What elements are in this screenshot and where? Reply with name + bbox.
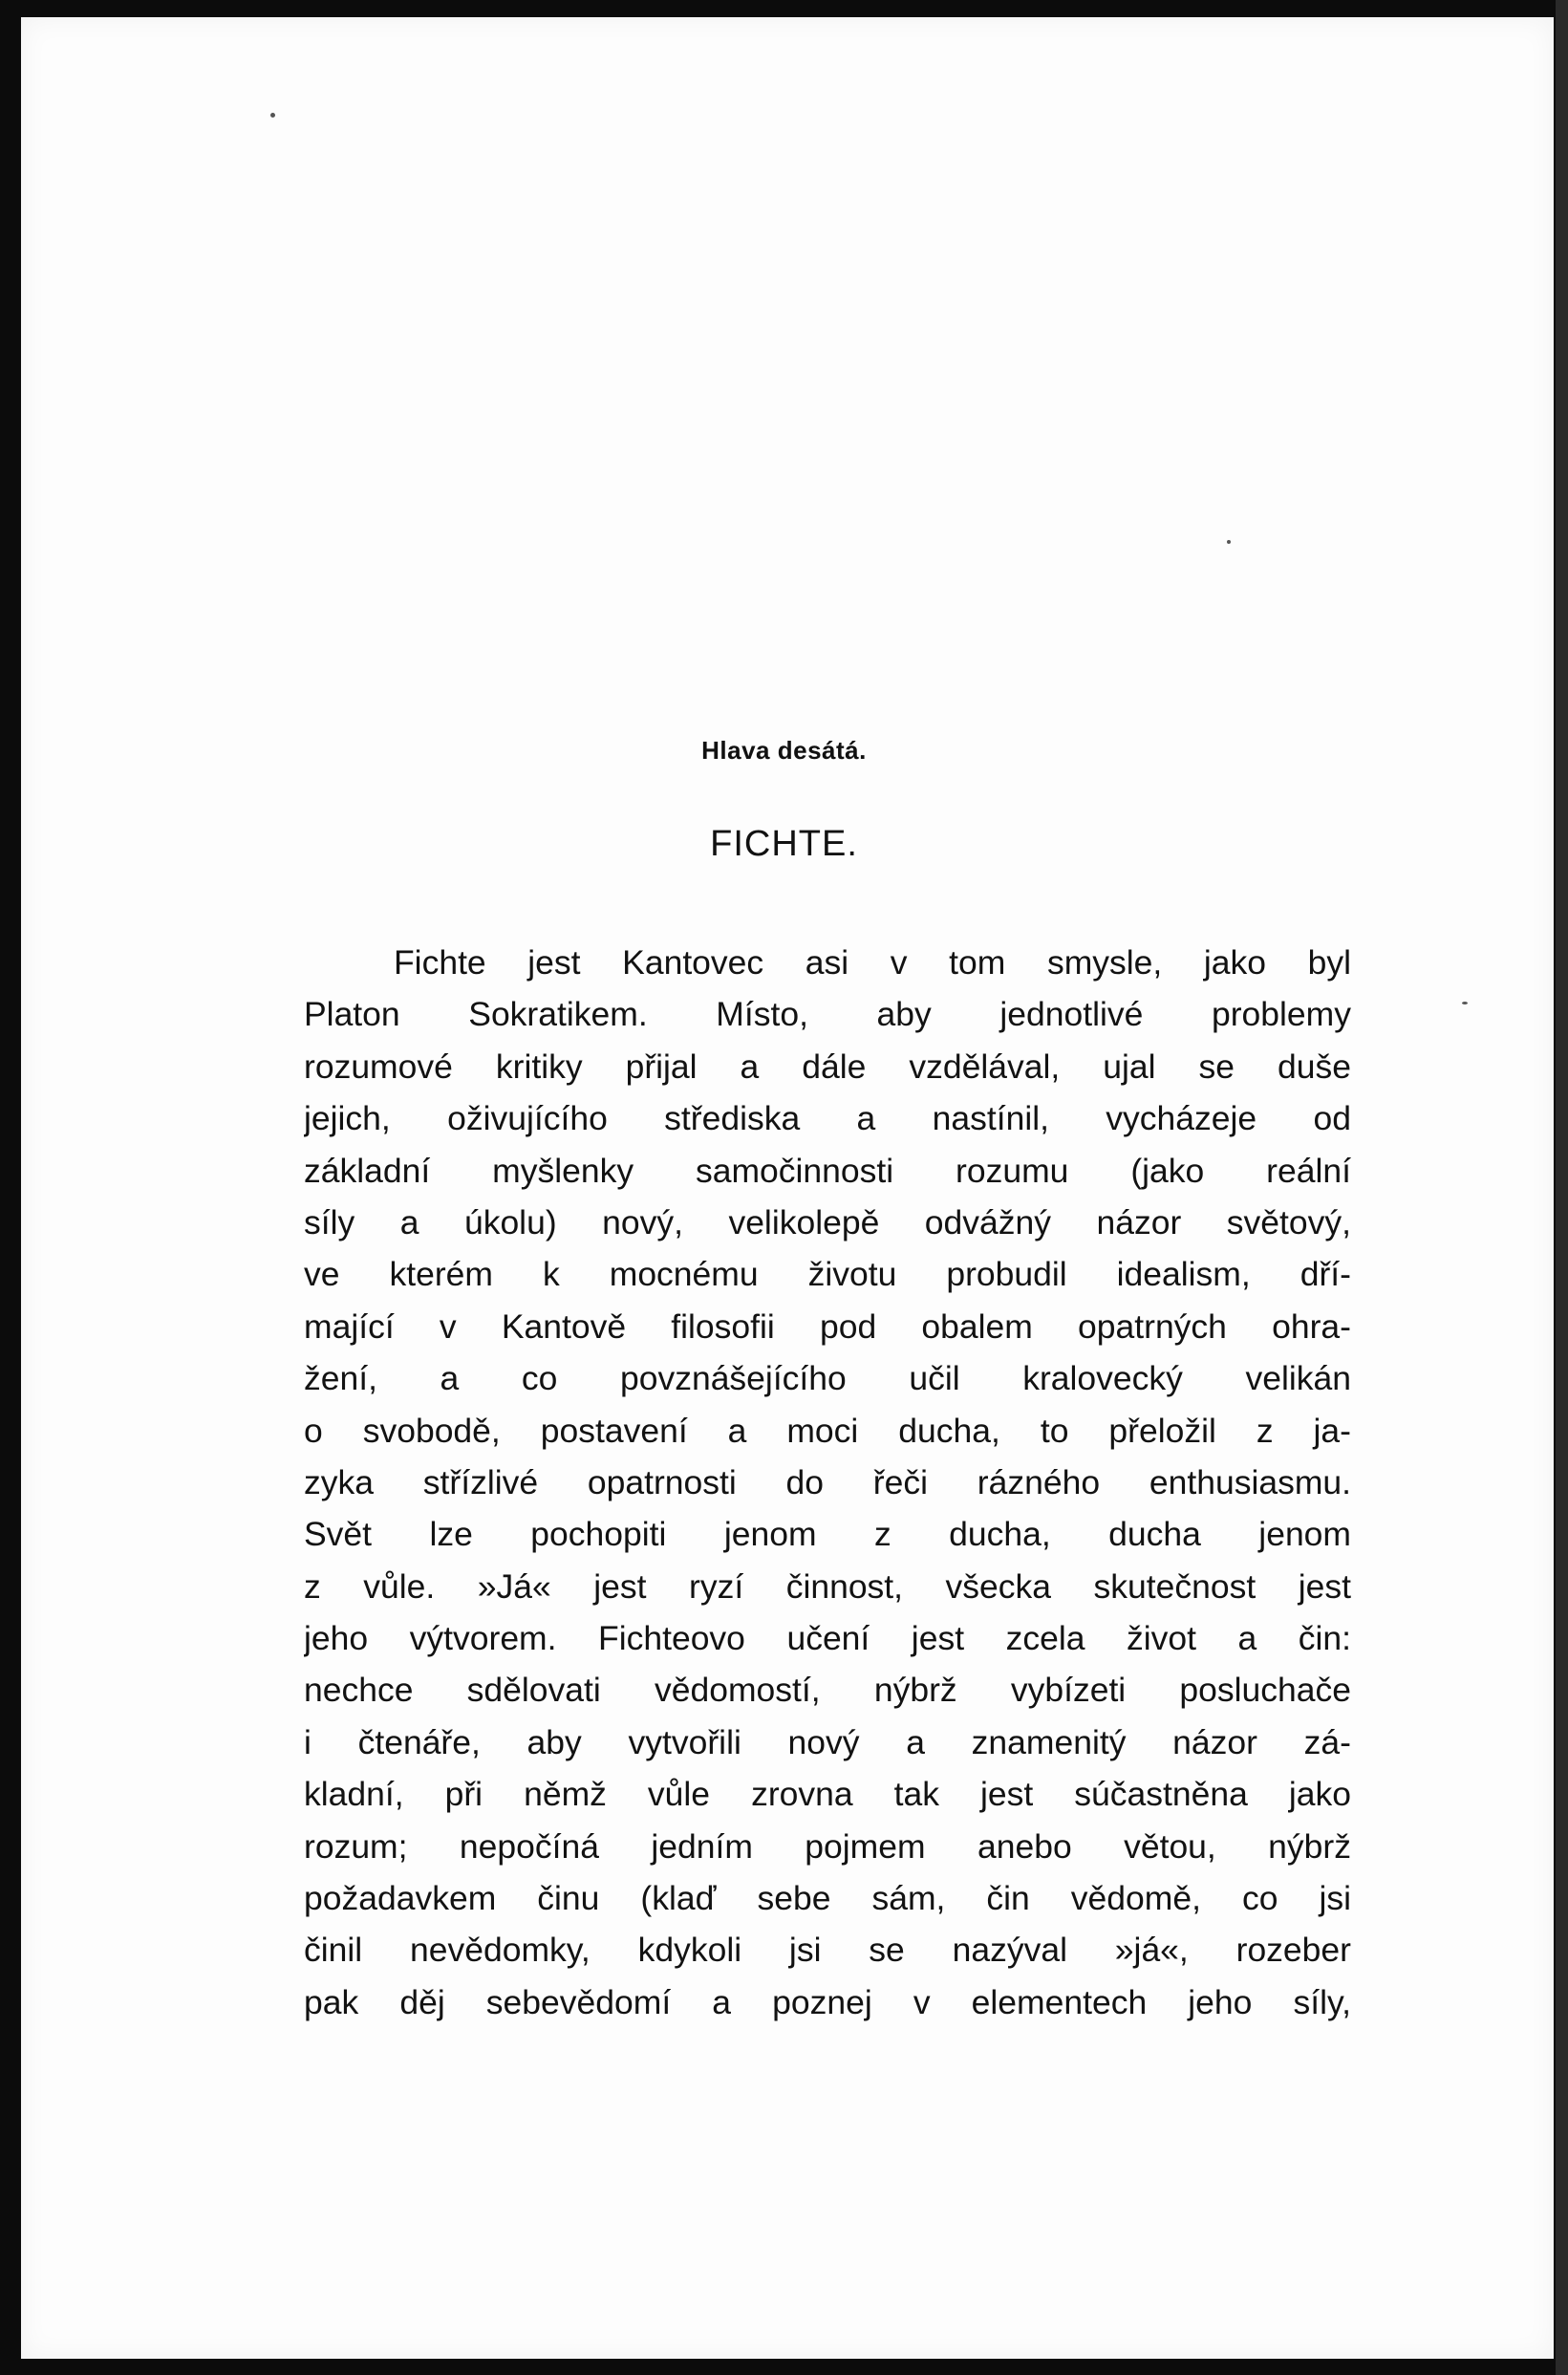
text-line: o svobodě, postavení a moci ducha, to přeložil z ja- (304, 1411, 1351, 1450)
text-line: základní myšlenky samočinnosti rozumu (jako reální (304, 1151, 1351, 1190)
text-line: jejich, oživujícího střediska a nastínil, vycházeje od (304, 1099, 1351, 1138)
chapter-title: FICHTE. (710, 824, 858, 864)
text-line: Platon Sokratikem. Místo, aby jednotlivé problemy (304, 995, 1351, 1034)
body-paragraph (304, 937, 1351, 2028)
dust-speck (270, 113, 275, 118)
text-line: Svět lze pochopiti jenom z ducha, ducha jenom (304, 1515, 1351, 1554)
text-line: rozumové kritiky přijal a dále vzdělával, ujal se duše (304, 1047, 1351, 1086)
dust-speck (1227, 540, 1231, 544)
text-line: zyka střízlivé opatrnosti do řeči rázného enthusiasmu. (304, 1462, 1351, 1501)
text-line: žení, a co povznášejícího učil kralovecký velikán (304, 1359, 1351, 1398)
dust-speck (1462, 1002, 1468, 1004)
text-line: kladní, při němž vůle zrovna tak jest súčastněna jako (304, 1775, 1351, 1814)
text-line: nechce sdělovati vědomostí, nýbrž vybízeti posluchače (304, 1671, 1351, 1710)
text-line: Fichte jest Kantovec asi v tom smysle, jako byl (394, 943, 1351, 982)
text-line: z vůle. »Já« jest ryzí činnost, všecka skutečnost jest (304, 1566, 1351, 1606)
text-line: pak děj sebevědomí a poznej v elementech jeho síly, (304, 1982, 1351, 2021)
text-line: jeho výtvorem. Fichteovo učení jest zcela život a čin: (304, 1619, 1351, 1658)
text-line: i čtenáře, aby vytvořili nový a znamenitý názor zá- (304, 1722, 1351, 1761)
chapter-label: Hlava desátá. (701, 736, 867, 765)
text-line: požadavkem činu (klaď sebe sám, čin vědomě, co jsi (304, 1879, 1351, 1918)
text-line: ve kterém k mocnému životu probudil idealism, dří- (304, 1255, 1351, 1294)
text-line: síly a úkolu) nový, velikolepě odvážný názor světový, (304, 1202, 1351, 1241)
text-line: mající v Kantově filosofii pod obalem opatrných ohra- (304, 1306, 1351, 1346)
page-edge-shadow (1556, 0, 1568, 2375)
text-line: rozum; nepočíná jedním pojmem anebo větou, nýbrž (304, 1826, 1351, 1866)
text-line: činil nevědomky, kdykoli jsi se nazýval »já«, rozeber (304, 1931, 1351, 1970)
